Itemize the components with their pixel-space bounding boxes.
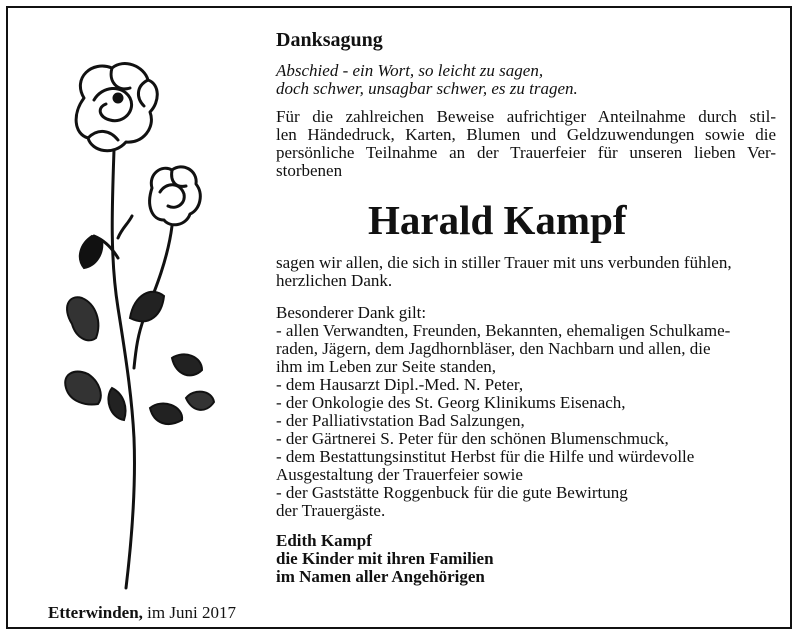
list-item: - dem Bestattungsinstitut Herbst für die Hilfe und würdevolle Ausgestaltung der Trauerfeier sowie bbox=[276, 447, 695, 484]
signer-line: Edith Kampf bbox=[276, 531, 372, 550]
signer-line: die Kinder mit ihren Familien bbox=[276, 549, 494, 568]
obituary-frame bbox=[6, 6, 792, 629]
notice-body bbox=[276, 28, 776, 586]
signers bbox=[276, 532, 776, 586]
motto-line: doch schwer, unsagbar schwer, es zu tragen. bbox=[276, 79, 578, 98]
special-thanks-heading: Besonderer Dank gilt: bbox=[276, 303, 427, 322]
intro-line: storbenen bbox=[276, 161, 343, 180]
place: Etterwinden, bbox=[48, 603, 143, 622]
rose-illustration bbox=[52, 58, 252, 598]
list-item: - allen Verwandten, Freunden, Bekannten, ehemaligen Schulkame- raden, Jägern, dem Jagdhornbläser, den Nachbarn und allen, die ihm im Leben zur Seite standen, bbox=[276, 321, 731, 376]
signer-line: im Namen aller Angehörigen bbox=[276, 567, 485, 586]
deceased-name: Harald Kampf bbox=[368, 197, 627, 243]
list-item: - der Palliativstation Bad Salzungen, bbox=[276, 411, 525, 430]
special-thanks-list bbox=[276, 322, 776, 520]
intro-line: persönliche Teilnahme an der Trauerfeier für unseren lieben Ver- bbox=[276, 143, 776, 162]
thanks-paragraph bbox=[276, 254, 776, 290]
place-date bbox=[48, 603, 236, 623]
list-item: - der Onkologie des St. Georg Klinikums Eisenach, bbox=[276, 393, 626, 412]
thanks-line: sagen wir allen, die sich in stiller Trauer mit uns verbunden fühlen, bbox=[276, 253, 732, 272]
motto bbox=[276, 62, 776, 98]
motto-line: Abschied - ein Wort, so leicht zu sagen, bbox=[276, 61, 544, 80]
intro-paragraph bbox=[276, 108, 776, 180]
list-item: - dem Hausarzt Dipl.-Med. N. Peter, bbox=[276, 375, 524, 394]
intro-line: Für die zahlreichen Beweise aufrichtiger Anteilnahme durch stil- bbox=[276, 107, 776, 126]
date: im Juni 2017 bbox=[147, 603, 236, 622]
notice-heading: Danksagung bbox=[276, 29, 383, 51]
intro-line: len Händedruck, Karten, Blumen und Geldzuwendungen sowie die bbox=[276, 125, 776, 144]
list-item: - der Gärtnerei S. Peter für den schönen Blumenschmuck, bbox=[276, 429, 669, 448]
list-item: - der Gaststätte Roggenbuck für die gute Bewirtung der Trauergäste. bbox=[276, 483, 628, 520]
thanks-line: herzlichen Dank. bbox=[276, 271, 393, 290]
